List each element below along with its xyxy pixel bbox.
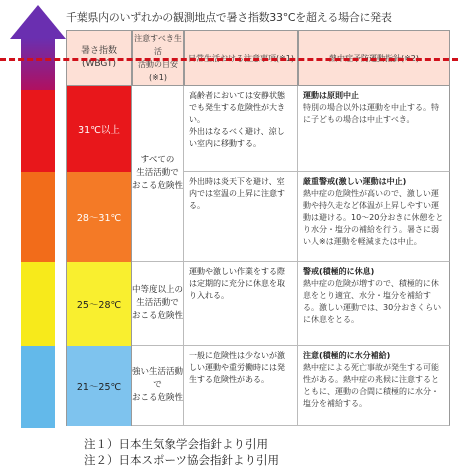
exercise-level: 運動は原則中止 xyxy=(303,91,359,100)
header-guide: 注意すべき生活 活動の目安(※1) xyxy=(132,30,184,86)
guide-moderate-activities: 中等度以上の 生活活動で おこる危険性 xyxy=(132,262,184,346)
level-bar-danger xyxy=(21,90,55,172)
alert-threshold-line xyxy=(0,58,458,61)
header-wbgt: 暑さ指数 (WBGT) xyxy=(66,30,132,86)
exercise-level: 注意(積極的に水分補給) xyxy=(303,351,391,360)
header-exercise-guideline: 熱中症予防運動指針(※2) xyxy=(298,30,450,86)
wbgt-level-3: 25～28℃ xyxy=(66,262,132,346)
level-bar-caution xyxy=(21,346,55,428)
exercise-description: 熱中症による死亡事故が発生する可能性がある。熱中症の兆候に注意するとともに、運動の合間に積極的に水分・塩分を補給する。 xyxy=(303,363,439,408)
life-note-3: 運動や激しい作業をする際は定期的に充分に休息を取り入れる。 xyxy=(184,262,298,346)
guide-all-activities: すべての 生活活動で おこる危険性 xyxy=(132,86,184,262)
footnote-2: 注２）日本スポーツ協会指針より引用 xyxy=(84,453,280,467)
wbgt-level-1: 31℃以上 xyxy=(66,86,132,172)
life-note-4: 一般に危険性は少ないが激しい運動や重労働時には発生する危険性がある。 xyxy=(184,346,298,426)
level-bar-warning xyxy=(21,262,55,346)
life-note-2: 外出時は炎天下を避け、室内では室温の上昇に注意する。 xyxy=(184,172,298,262)
wbgt-level-4: 21～25℃ xyxy=(66,346,132,426)
exercise-guideline-1 xyxy=(298,86,450,172)
level-bar-severe-warning xyxy=(21,172,55,262)
exercise-description: 熱中症の危険性が高いので、激しい運動や持久走など体温が上昇しやすい運動は避ける。10～20分おきに休憩をとり水分・塩分の補給を行う。暑さに弱い人※は運動を軽減または中止。 xyxy=(303,189,444,246)
exercise-guideline-4 xyxy=(298,346,450,426)
life-note-1: 高齢者においては安静状態でも発生する危険性が大きい。 外出はなるべく避け、涼しい室内に移動する。 xyxy=(184,86,298,172)
header-daily-life: 日常生活おける注意事項(※1) xyxy=(184,30,298,86)
exercise-guideline-3 xyxy=(298,262,450,346)
up-arrow-icon xyxy=(10,5,66,39)
exercise-level: 警戒(積極的に休息) xyxy=(303,267,375,276)
arrow-shaft xyxy=(21,38,55,90)
guide-strong-activities: 強い生活活動で おこる危険性 xyxy=(132,346,184,426)
exercise-description: 特別の場合以外は運動を中止する。特に子どもの場合は中止すべき。 xyxy=(303,103,439,124)
footnotes xyxy=(84,436,279,468)
footnote-1: 注１）日本生気象学会指針より引用 xyxy=(84,437,268,451)
page-title: 千葉県内のいずれかの観測地点で暑さ指数33°Cを超える場合に発表 xyxy=(66,11,392,24)
wbgt-level-2: 28～31℃ xyxy=(66,172,132,262)
exercise-description: 熱中症の危険が増すので、積極的に休息をとり適宜、水分・塩分を補給する。激しい運動では、30分おきくらいに休息をとる。 xyxy=(303,279,442,324)
exercise-guideline-2 xyxy=(298,172,450,262)
exercise-level: 厳重警戒(激しい運動は中止) xyxy=(303,177,407,186)
